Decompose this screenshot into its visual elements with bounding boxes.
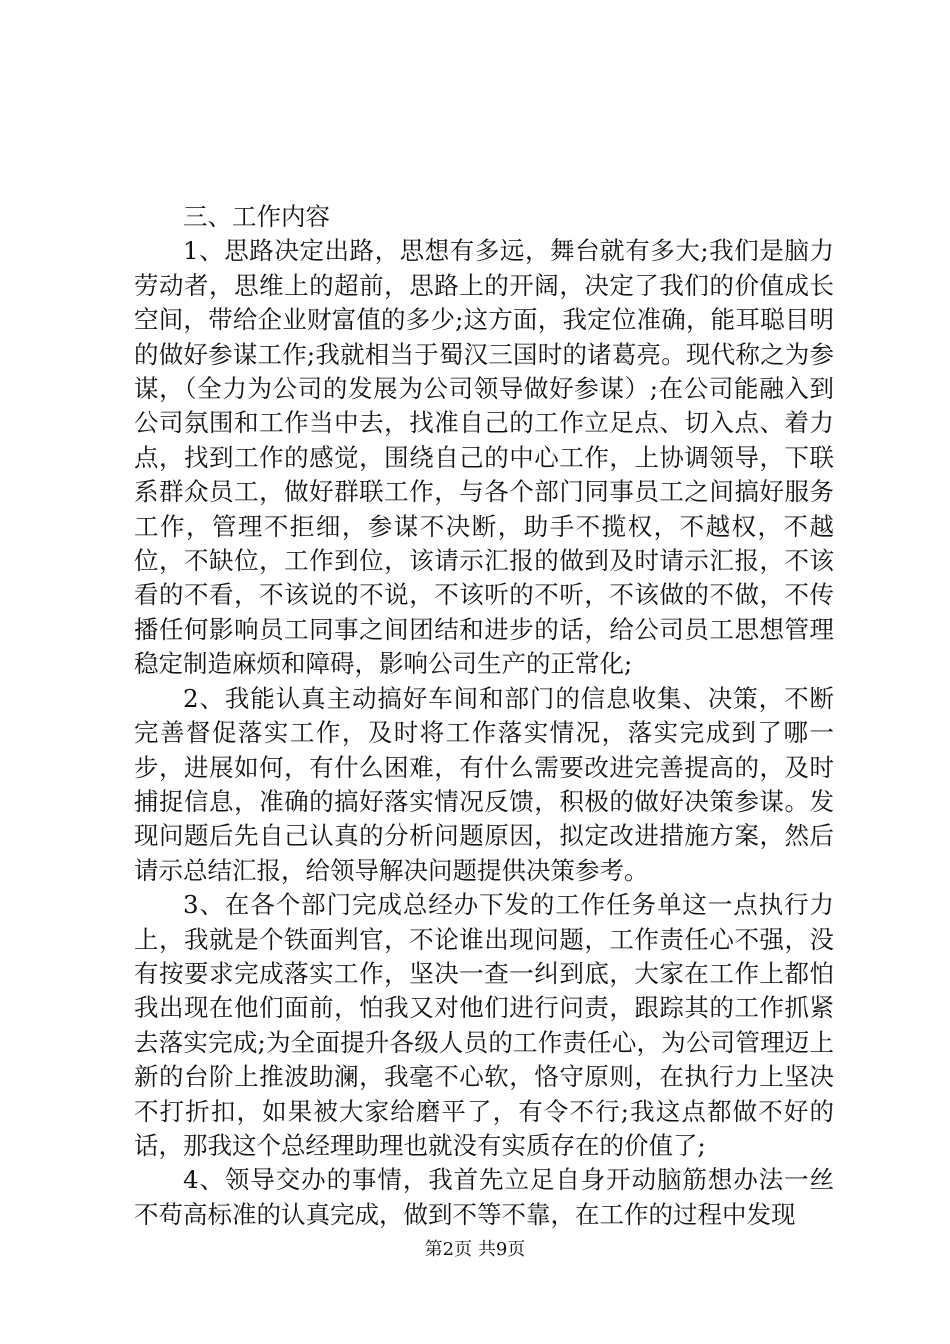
paragraph-2: 2、我能认真主动搞好车间和部门的信息收集、决策，不断完善督促落实工作，及时将工作落实情况，落实完成到了哪一步，进展如何，有什么困难，有什么需要改进完善提高的，及时捕捉信息，准确的搞好落实情况反馈，积极的做好决策参谋。发现问题后先自己认真的分析问题原因，拟定改进措施方案，然后请示总结汇报，给领导解决问题提供决策参考。 — [134, 683, 834, 885]
section-heading: 三、工作内容 — [183, 202, 330, 231]
document-body — [134, 200, 834, 1232]
page-number-footer: 第2页 共9页 — [424, 1239, 526, 1260]
paragraph-1: 1、思路决定出路，思想有多远，舞台就有多大;我们是脑力劳动者，思维上的超前，思路上的开阔，决定了我们的价值成长空间，带给企业财富值的多少;这方面，我定位准确，能耳聪目明的做好参谋工作;我就相当于蜀汉三国时的诸葛亮。现代称之为参谋，（全力为公司的发展为公司领导做好参谋）;在公司能融入到公司氛围和工作当中去，找准自己的工作立足点、切入点、着力点，找到工作的感觉，围绕自己的中心工作，上协调领导，下联系群众员工，做好群联工作，与各个部门同事员工之间搞好服务工作，管理不拒细，参谋不决断，助手不揽权，不越权，不越位，不缺位，工作到位，该请示汇报的做到及时请示汇报，不该看的不看，不该说的不说，不该听的不听，不该做的不做，不传播任何影响员工同事之间团结和进步的话，给公司员工思想管理稳定制造麻烦和障碍，影响公司生产的正常化; — [134, 236, 834, 679]
paragraph-4: 4、领导交办的事情，我首先立足自身开动脑筋想办法一丝不苟高标准的认真完成，做到不等不靠，在工作的过程中发现 — [134, 1165, 834, 1229]
paragraph-3: 3、在各个部门完成总经办下发的工作任务单这一点执行力上，我就是个铁面判官，不论谁出现问题，工作责任心不强，没有按要求完成落实工作，坚决一查一纠到底，大家在工作上都怕我出现在他们面前，怕我又对他们进行问责，跟踪其的工作抓紧去落实完成;为全面提升各级人员的工作责任心，为公司管理迈上新的台阶上推波助澜，我毫不心软，恪守原则，在执行力上坚决不打折扣，如果被大家给磨平了，有令不行;我这点都做不好的话，那我这个总经理助理也就没有实质存在的价值了; — [134, 890, 834, 1160]
